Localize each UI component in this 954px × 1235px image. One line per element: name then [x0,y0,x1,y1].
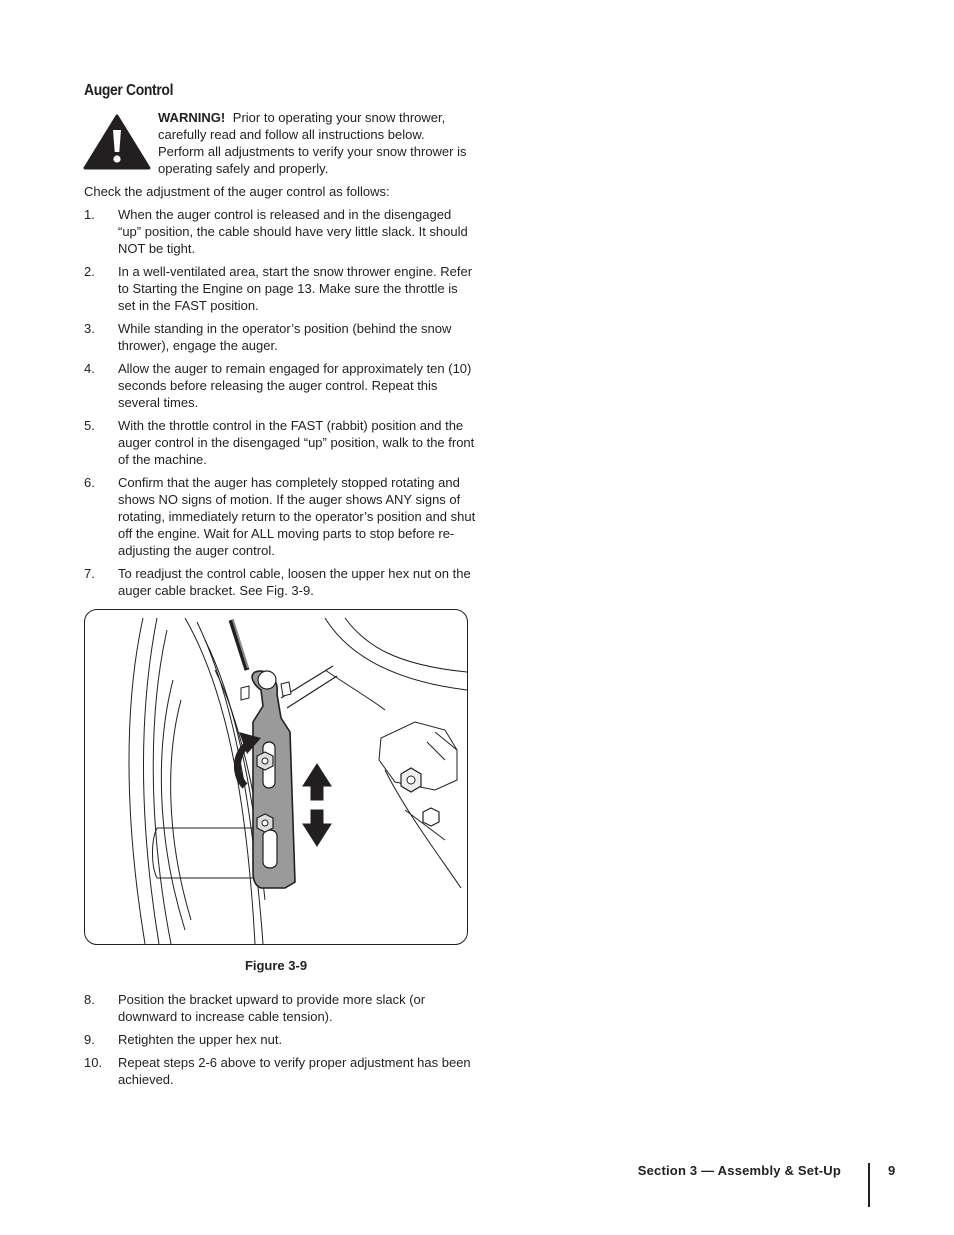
step-number: 10. [84,1055,103,1070]
intro-text: Check the adjustment of the auger control as follows: [84,184,390,199]
bracket-adjustment-drawing [85,610,467,944]
figure-caption: Figure 3-9 [244,958,308,973]
step-text: With the throttle control in the FAST (rabbit) position and the auger control in the disengaged “up” position, walk to the front of the machine. [118,418,475,467]
step-text: Position the bracket upward to provide more slack (or downward to increase cable tension). [118,992,426,1024]
steps-list-1 [84,206,476,605]
list-item [84,565,476,599]
step-number: 9. [84,1032,95,1047]
steps-list-2 [84,991,476,1094]
step-text: While standing in the operator’s position (behind the snow thrower), engage the auger. [118,321,452,353]
up-arrow-icon [303,764,331,800]
step-number: 4. [84,361,95,376]
warning-label: WARNING! [158,110,226,125]
step-text: To readjust the control cable, loosen the upper hex nut on the auger cable bracket. See Fig. 3-9. [118,566,471,598]
step-number: 1. [84,207,95,222]
step-text: When the auger control is released and in the disengaged “up” position, the cable should have very little slack. It should NOT be tight. [118,207,468,256]
step-text: Repeat steps 2-6 above to verify proper adjustment has been achieved. [118,1055,471,1087]
list-item [84,360,476,411]
list-item [84,991,476,1025]
step-text: Confirm that the auger has completely stopped rotating and shows NO signs of motion. If the auger shows ANY signs of rotating, immediately return to the operator’s position and shut off the engine. Wait for ALL moving parts to stop before re-adjusting the auger control. [118,475,476,558]
step-text: In a well-ventilated area, start the snow thrower engine. Refer to Starting the Engine on page 13. Make sure the throttle is set in the FAST position. [118,264,473,313]
list-item [84,206,476,257]
list-item [84,474,476,559]
step-number: 2. [84,264,95,279]
section-footer: Section 3 — Assembly & Set-Up [637,1163,841,1178]
step-number: 3. [84,321,95,336]
list-item [84,320,476,354]
step-number: 5. [84,418,95,433]
list-item [84,1054,476,1088]
step-number: 8. [84,992,95,1007]
list-item [84,263,476,314]
figure-3-9-illustration [84,609,468,945]
warning-text-block [158,109,473,177]
down-arrow-icon [303,810,331,846]
footer-divider [868,1163,870,1207]
page-number: 9 [888,1163,896,1178]
list-item [84,1031,476,1048]
warning-body: Prior to operating your snow thrower, carefully read and follow all instructions below. Perform all adjustments to verify your snow thrower is operating safely and properly. [158,110,467,176]
section-heading: Auger Control [84,82,174,99]
step-number: 6. [84,475,95,490]
step-text: Retighten the upper hex nut. [118,1032,283,1047]
list-item [84,417,476,468]
step-number: 7. [84,566,95,581]
step-text: Allow the auger to remain engaged for approximately ten (10) seconds before releasing the auger control. Repeat this several times. [118,361,472,410]
warning-triangle-icon [83,113,151,171]
